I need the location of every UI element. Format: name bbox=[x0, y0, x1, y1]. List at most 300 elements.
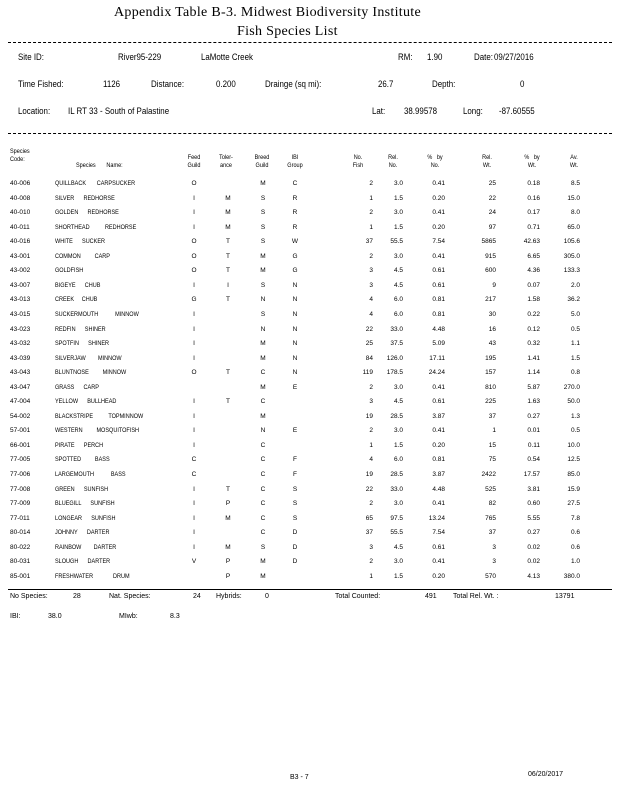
cell-relwt: 525 bbox=[485, 485, 496, 493]
cell-relwt: 225 bbox=[485, 398, 496, 406]
cell-relwt: 3 bbox=[492, 558, 496, 566]
cell-name: SPOTTED BASS bbox=[55, 456, 110, 464]
cell-code: 40-010 bbox=[10, 209, 31, 217]
cell-avwt: 1.0 bbox=[570, 558, 580, 566]
cell-pctwt: 0.27 bbox=[527, 412, 540, 420]
cell-avwt: 0.8 bbox=[570, 369, 580, 377]
cell-tol: M bbox=[225, 194, 231, 202]
cell-feed: O bbox=[191, 252, 197, 260]
cell-ibi: N bbox=[292, 354, 298, 362]
cell-relno: 6.0 bbox=[393, 456, 403, 464]
cell-breed: C bbox=[260, 398, 266, 406]
cell-avwt: 2.0 bbox=[570, 281, 580, 289]
cell-relwt: 157 bbox=[485, 369, 496, 377]
cell-pctno: 0.41 bbox=[432, 383, 445, 391]
lat-value: 38.99578 bbox=[404, 106, 438, 116]
cell-code: 80-031 bbox=[10, 558, 31, 566]
cell-relno: 33.0 bbox=[390, 485, 403, 493]
cell-pctwt: 1.58 bbox=[527, 296, 540, 304]
cell-ibi: D bbox=[292, 543, 298, 551]
cell-relwt: 16 bbox=[488, 325, 496, 333]
cell-avwt: 27.5 bbox=[567, 500, 580, 508]
cell-ibi: G bbox=[292, 252, 298, 260]
cell-ibi: R bbox=[292, 223, 298, 231]
cell-relwt: 97 bbox=[488, 223, 496, 231]
cell-breed: S bbox=[260, 209, 266, 217]
cell-ibi: F bbox=[293, 471, 297, 478]
cell-code: 80-014 bbox=[10, 529, 31, 537]
cell-no: 2 bbox=[369, 558, 373, 566]
cell-avwt: 0.6 bbox=[570, 543, 580, 551]
cell-ibi: S bbox=[292, 500, 298, 508]
cell-feed: G bbox=[191, 296, 197, 304]
cell-relno: 4.5 bbox=[393, 267, 403, 275]
cell-tol: M bbox=[225, 514, 231, 522]
cell-ibi: R bbox=[292, 209, 298, 217]
cell-code: 43-013 bbox=[10, 296, 31, 304]
cell-no: 4 bbox=[369, 296, 373, 304]
cell-tol: P bbox=[225, 572, 231, 580]
cell-pctno: 0.41 bbox=[432, 209, 445, 217]
cell-breed: C bbox=[260, 441, 266, 449]
cell-relwt: 22 bbox=[488, 194, 496, 202]
cell-name: WESTERN MOSQUITOFISH bbox=[55, 427, 140, 435]
cell-avwt: 380.0 bbox=[563, 572, 580, 580]
cell-relno: 3.0 bbox=[393, 252, 403, 260]
cell-relno: 3.0 bbox=[393, 500, 403, 508]
cell-code: 85-001 bbox=[10, 572, 31, 580]
report-title: Appendix Table B-3. Midwest Biodiversity Institute bbox=[114, 5, 421, 20]
cell-name: SILVERJAW MINNOW bbox=[55, 354, 122, 362]
cell-name: YELLOW BULLHEAD bbox=[55, 398, 117, 406]
cell-relno: 1.5 bbox=[393, 572, 403, 580]
cell-relno: 4.5 bbox=[393, 398, 403, 406]
cell-code: 43-001 bbox=[10, 252, 31, 260]
cell-no: 2 bbox=[369, 500, 373, 508]
cell-no: 1 bbox=[369, 572, 373, 580]
cell-breed: C bbox=[260, 529, 266, 537]
cell-pctno: 0.20 bbox=[432, 572, 445, 580]
cell-ibi: D bbox=[292, 558, 298, 566]
cell-name: GREEN SUNFISH bbox=[55, 485, 109, 493]
cell-code: 40-016 bbox=[10, 238, 31, 246]
cell-code: 40-006 bbox=[10, 180, 31, 187]
cell-pctwt: 0.12 bbox=[527, 325, 540, 333]
cell-name: FRESHWATER DRUM bbox=[55, 572, 130, 580]
cell-no: 22 bbox=[365, 325, 373, 333]
cell-avwt: 65.0 bbox=[567, 223, 580, 231]
cell-breed: S bbox=[260, 223, 266, 231]
cell-ibi: E bbox=[292, 427, 298, 435]
cell-avwt: 270.0 bbox=[563, 383, 580, 391]
miwb-label: MIwb: bbox=[119, 613, 138, 620]
distance-value: 0.200 bbox=[216, 79, 236, 89]
cell-relno: 55.5 bbox=[390, 529, 403, 537]
print-date: 06/20/2017 bbox=[528, 771, 564, 778]
cell-relno: 4.5 bbox=[393, 543, 403, 551]
cell-relno: 4.5 bbox=[393, 281, 403, 289]
hybrids-value: 0 bbox=[265, 593, 269, 600]
drainage-value: 26.7 bbox=[378, 79, 394, 89]
cell-ibi: N bbox=[292, 296, 298, 304]
cell-pctwt: 17.57 bbox=[523, 471, 540, 478]
cell-avwt: 5.0 bbox=[570, 310, 580, 318]
cell-name: BLUNTNOSE MINNOW bbox=[55, 369, 127, 377]
long-value: -87.60555 bbox=[499, 106, 535, 116]
cell-name: QUILLBACK CARPSUCKER bbox=[55, 180, 136, 187]
nat-species-label: Nat. Species: bbox=[109, 593, 151, 600]
cell-relwt: 5865 bbox=[481, 238, 496, 246]
cell-name: CREEK CHUB bbox=[55, 296, 98, 304]
cell-avwt: 133.3 bbox=[563, 267, 580, 275]
cell-avwt: 36.2 bbox=[567, 296, 580, 304]
cell-name: COMMON CARP bbox=[55, 252, 110, 260]
cell-feed: I bbox=[193, 514, 195, 522]
cell-no: 2 bbox=[369, 383, 373, 391]
date-label: Date: bbox=[474, 52, 493, 62]
cell-breed: S bbox=[260, 310, 266, 318]
cell-breed: C bbox=[260, 500, 266, 508]
cell-no: 4 bbox=[369, 456, 373, 464]
total-rel-wt-value: 13791 bbox=[555, 593, 575, 600]
cell-name: SILVER REDHORSE bbox=[55, 194, 115, 202]
cell-no: 4 bbox=[369, 310, 373, 318]
cell-name: BLUEGILL SUNFISH bbox=[55, 500, 115, 508]
cell-feed: O bbox=[191, 267, 197, 275]
no-species-value: 28 bbox=[73, 593, 81, 600]
site-id-value: River95-229 bbox=[118, 52, 162, 62]
cell-code: 80-022 bbox=[10, 543, 31, 551]
cell-pctwt: 0.54 bbox=[527, 456, 540, 464]
hybrids-label: Hybrids: bbox=[216, 593, 242, 600]
cell-relno: 126.0 bbox=[386, 354, 403, 362]
cell-name: REDFIN SHINER bbox=[55, 325, 106, 333]
lat-label: Lat: bbox=[372, 106, 386, 116]
cell-ibi: G bbox=[292, 267, 298, 275]
cell-tol: M bbox=[225, 223, 231, 231]
cell-pctno: 0.61 bbox=[432, 267, 445, 275]
total-counted-value: 491 bbox=[425, 593, 437, 600]
cell-feed: C bbox=[191, 471, 197, 478]
cell-feed: I bbox=[193, 427, 195, 435]
cell-avwt: 15.9 bbox=[567, 485, 580, 493]
cell-ibi: S bbox=[292, 485, 298, 493]
cell-feed: I bbox=[193, 354, 195, 362]
cell-breed: S bbox=[260, 281, 266, 289]
cell-no: 22 bbox=[365, 485, 373, 493]
cell-relwt: 915 bbox=[485, 252, 496, 260]
total-counted-label: Total Counted: bbox=[335, 593, 381, 600]
cell-code: 43-032 bbox=[10, 340, 31, 348]
cell-no: 3 bbox=[369, 281, 373, 289]
ibi-label: IBI: bbox=[10, 613, 21, 620]
cell-relno: 3.0 bbox=[393, 558, 403, 566]
cell-feed: I bbox=[193, 281, 195, 289]
cell-relwt: 9 bbox=[492, 281, 496, 289]
cell-avwt: 1.3 bbox=[570, 412, 580, 420]
cell-relno: 28.5 bbox=[390, 471, 403, 478]
cell-pctwt: 6.65 bbox=[527, 252, 540, 260]
cell-relno: 1.5 bbox=[393, 194, 403, 202]
cell-avwt: 85.0 bbox=[567, 471, 580, 478]
page-number: B3 - 7 bbox=[290, 774, 309, 781]
cell-no: 19 bbox=[365, 471, 373, 478]
cell-pctno: 24.24 bbox=[428, 369, 445, 377]
cell-code: 43-043 bbox=[10, 369, 31, 377]
cell-code: 47-004 bbox=[10, 398, 31, 406]
cell-relwt: 765 bbox=[485, 514, 496, 522]
cell-feed: I bbox=[193, 340, 195, 348]
cell-breed: S bbox=[260, 543, 266, 551]
cell-breed: N bbox=[260, 427, 266, 435]
cell-no: 19 bbox=[365, 412, 373, 420]
cell-ibi: D bbox=[292, 529, 298, 537]
col-rel-wt: Rel. Wt. bbox=[482, 154, 492, 169]
cell-pctno: 13.24 bbox=[428, 514, 445, 522]
cell-relno: 3.0 bbox=[393, 209, 403, 217]
depth-label: Depth: bbox=[432, 79, 456, 89]
cell-tol: M bbox=[225, 543, 231, 551]
cell-breed: M bbox=[260, 340, 266, 348]
cell-relwt: 30 bbox=[488, 310, 496, 318]
cell-feed: O bbox=[191, 180, 197, 187]
cell-breed: N bbox=[260, 296, 266, 304]
cell-breed: M bbox=[260, 354, 266, 362]
cell-tol: T bbox=[226, 398, 230, 406]
cell-pctwt: 1.63 bbox=[527, 398, 540, 406]
cell-pctwt: 0.27 bbox=[527, 529, 540, 537]
cell-relwt: 2422 bbox=[481, 471, 496, 478]
cell-feed: I bbox=[193, 543, 195, 551]
cell-pctno: 0.41 bbox=[432, 252, 445, 260]
cell-name: GOLDFISH bbox=[55, 267, 84, 275]
time-fished-value: 1126 bbox=[103, 79, 121, 89]
cell-code: 77-005 bbox=[10, 456, 31, 464]
cell-breed: M bbox=[260, 252, 266, 260]
cell-avwt: 0.6 bbox=[570, 529, 580, 537]
cell-pctwt: 0.60 bbox=[527, 500, 540, 508]
cell-ibi: R bbox=[292, 194, 298, 202]
cell-pctno: 5.09 bbox=[432, 340, 445, 348]
cell-name: SUCKERMOUTH MINNOW bbox=[55, 310, 139, 318]
cell-relno: 3.0 bbox=[393, 427, 403, 435]
cell-pctno: 0.61 bbox=[432, 543, 445, 551]
cell-no: 3 bbox=[369, 398, 373, 406]
cell-relno: 28.5 bbox=[390, 412, 403, 420]
cell-breed: C bbox=[260, 485, 266, 493]
cell-no: 2 bbox=[369, 209, 373, 217]
cell-ibi: W bbox=[291, 238, 299, 246]
cell-pctno: 0.41 bbox=[432, 427, 445, 435]
site-id-label: Site ID: bbox=[18, 52, 44, 62]
col-ibi-group: IBI Group bbox=[287, 154, 303, 169]
cell-breed: S bbox=[260, 238, 266, 246]
cell-avwt: 105.6 bbox=[563, 238, 580, 246]
cell-avwt: 1.5 bbox=[570, 354, 580, 362]
cell-name: BLACKSTRIPE TOPMINNOW bbox=[55, 412, 144, 420]
cell-avwt: 305.0 bbox=[563, 252, 580, 260]
cell-name: LONGEAR SUNFISH bbox=[55, 514, 116, 522]
cell-ibi: N bbox=[292, 340, 298, 348]
divider bbox=[8, 589, 612, 590]
cell-pctwt: 1.14 bbox=[527, 369, 540, 377]
col-species-code: Species Code: bbox=[10, 148, 30, 163]
cell-pctno: 17.11 bbox=[429, 354, 445, 362]
cell-avwt: 8.0 bbox=[570, 209, 580, 217]
cell-name: GRASS CARP bbox=[55, 383, 99, 391]
cell-pctwt: 0.71 bbox=[527, 223, 540, 231]
total-rel-wt-label: Total Rel. Wt. : bbox=[453, 593, 499, 600]
col-tolerance: Toler- ance bbox=[219, 154, 233, 169]
cell-avwt: 7.8 bbox=[570, 514, 580, 522]
col-breed-guild: Breed Guild bbox=[254, 154, 270, 169]
cell-no: 65 bbox=[365, 514, 373, 522]
cell-feed: I bbox=[193, 223, 195, 231]
cell-breed: S bbox=[260, 194, 266, 202]
cell-no: 1 bbox=[369, 194, 373, 202]
cell-breed: M bbox=[260, 180, 266, 187]
cell-relwt: 25 bbox=[488, 180, 496, 187]
cell-relwt: 570 bbox=[485, 572, 496, 580]
cell-ibi: F bbox=[293, 456, 297, 464]
depth-value: 0 bbox=[520, 79, 525, 89]
cell-name: WHITE SUCKER bbox=[55, 238, 106, 246]
cell-relwt: 1 bbox=[492, 427, 496, 435]
cell-code: 54-002 bbox=[10, 412, 31, 420]
distance-label: Distance: bbox=[151, 79, 185, 89]
cell-feed: I bbox=[193, 441, 195, 449]
cell-pctno: 0.20 bbox=[432, 441, 445, 449]
cell-feed: I bbox=[193, 325, 195, 333]
long-label: Long: bbox=[463, 106, 483, 116]
cell-relno: 33.0 bbox=[390, 325, 403, 333]
cell-code: 43-007 bbox=[10, 281, 31, 289]
cell-name: SLOUGH DARTER bbox=[55, 558, 111, 566]
cell-name: JOHNNY DARTER bbox=[55, 529, 110, 537]
cell-no: 37 bbox=[365, 238, 373, 246]
cell-tol: P bbox=[225, 558, 231, 566]
cell-no: 37 bbox=[365, 529, 373, 537]
cell-breed: C bbox=[260, 456, 266, 464]
cell-pctwt: 0.02 bbox=[527, 558, 540, 566]
cell-pctwt: 42.63 bbox=[523, 238, 540, 246]
cell-no: 2 bbox=[369, 427, 373, 435]
cell-name: RAINBOW DARTER bbox=[55, 543, 117, 551]
cell-pctno: 0.81 bbox=[432, 456, 445, 464]
cell-breed: M bbox=[260, 383, 266, 391]
cell-avwt: 10.0 bbox=[567, 441, 580, 449]
cell-relwt: 195 bbox=[485, 354, 496, 362]
cell-code: 43-002 bbox=[10, 267, 31, 275]
col-pct-no: % by No. bbox=[427, 154, 443, 169]
cell-avwt: 50.0 bbox=[567, 398, 580, 406]
col-av-wt: Av. Wt. bbox=[569, 154, 579, 169]
divider bbox=[8, 133, 612, 134]
cell-code: 57-001 bbox=[10, 427, 31, 435]
cell-avwt: 8.5 bbox=[570, 180, 580, 187]
cell-pctno: 3.87 bbox=[432, 471, 445, 478]
cell-relwt: 82 bbox=[488, 500, 496, 508]
col-pct-wt: % by Wt. bbox=[524, 154, 540, 169]
cell-pctno: 0.20 bbox=[432, 223, 445, 231]
no-species-label: No Species: bbox=[10, 593, 48, 600]
cell-pctno: 3.87 bbox=[432, 412, 445, 420]
cell-relno: 6.0 bbox=[393, 296, 403, 304]
cell-code: 77-009 bbox=[10, 500, 31, 508]
cell-relno: 97.5 bbox=[390, 514, 403, 522]
cell-pctno: 0.61 bbox=[432, 281, 445, 289]
time-fished-label: Time Fished: bbox=[18, 79, 64, 89]
cell-feed: I bbox=[193, 412, 195, 420]
location-label: Location: bbox=[18, 106, 51, 116]
col-rel-no: Rel. No. bbox=[388, 154, 398, 169]
col-feed-guild: Feed Guild bbox=[187, 154, 201, 169]
cell-relno: 1.5 bbox=[393, 441, 403, 449]
ibi-value: 38.0 bbox=[48, 613, 62, 620]
cell-name: PIRATE PERCH bbox=[55, 441, 104, 449]
cell-no: 2 bbox=[369, 180, 373, 187]
rm-value: 1.90 bbox=[427, 52, 443, 62]
cell-code: 43-015 bbox=[10, 310, 31, 318]
col-species-name: Species Name: bbox=[76, 162, 123, 169]
miwb-value: 8.3 bbox=[170, 613, 180, 620]
cell-no: 2 bbox=[369, 252, 373, 260]
cell-no: 1 bbox=[369, 441, 373, 449]
cell-relno: 178.5 bbox=[386, 369, 403, 377]
cell-ibi: N bbox=[292, 281, 298, 289]
cell-relno: 3.0 bbox=[393, 180, 403, 187]
cell-tol: T bbox=[226, 252, 230, 260]
cell-pctwt: 4.13 bbox=[527, 572, 540, 580]
cell-no: 25 bbox=[365, 340, 373, 348]
cell-pctno: 0.41 bbox=[432, 180, 445, 187]
cell-pctwt: 0.16 bbox=[527, 194, 540, 202]
cell-pctno: 0.81 bbox=[432, 296, 445, 304]
cell-relwt: 600 bbox=[485, 267, 496, 275]
cell-tol: T bbox=[226, 238, 230, 246]
cell-feed: O bbox=[191, 369, 197, 377]
cell-ibi: S bbox=[292, 514, 298, 522]
cell-pctwt: 0.22 bbox=[527, 310, 540, 318]
cell-pctwt: 0.17 bbox=[527, 209, 540, 217]
cell-pctwt: 0.07 bbox=[527, 281, 540, 289]
cell-name: LARGEMOUTH BASS bbox=[55, 471, 126, 478]
cell-relwt: 43 bbox=[488, 340, 496, 348]
cell-pctwt: 0.01 bbox=[527, 427, 540, 435]
cell-name: SPOTFIN SHINER bbox=[55, 340, 110, 348]
cell-pctno: 0.81 bbox=[432, 310, 445, 318]
cell-name: GOLDEN REDHORSE bbox=[55, 209, 119, 217]
nat-species-value: 24 bbox=[193, 593, 201, 600]
cell-pctwt: 0.11 bbox=[527, 441, 540, 449]
cell-code: 77-006 bbox=[10, 471, 31, 478]
cell-pctwt: 0.02 bbox=[527, 543, 540, 551]
stream-name: LaMotte Creek bbox=[201, 52, 253, 62]
cell-feed: V bbox=[191, 558, 197, 566]
cell-breed: M bbox=[260, 412, 266, 420]
cell-pctwt: 1.41 bbox=[527, 354, 540, 362]
cell-no: 84 bbox=[365, 354, 373, 362]
cell-feed: I bbox=[193, 209, 195, 217]
cell-relwt: 15 bbox=[488, 441, 496, 449]
cell-no: 1 bbox=[369, 223, 373, 231]
cell-relno: 6.0 bbox=[393, 310, 403, 318]
cell-tol: T bbox=[226, 485, 230, 493]
cell-breed: M bbox=[260, 558, 266, 566]
cell-breed: C bbox=[260, 471, 266, 478]
cell-feed: I bbox=[193, 398, 195, 406]
cell-code: 43-039 bbox=[10, 354, 31, 362]
